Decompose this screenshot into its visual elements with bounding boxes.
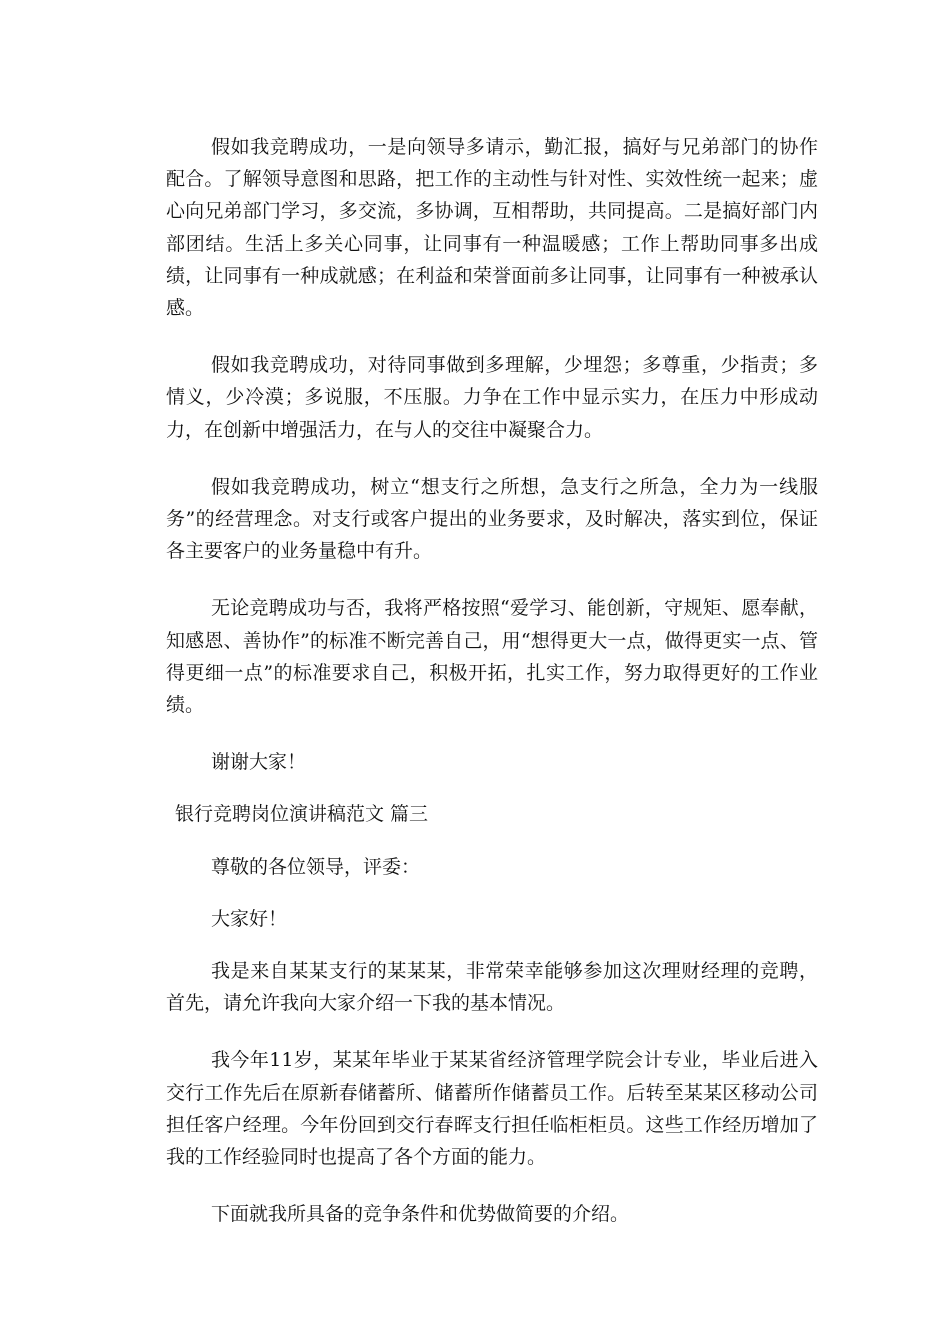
paragraph-intro: 我是来自某某支行的某某某，非常荣幸能够参加这次理财经理的竞聘，首先，请允许我向大家介绍一下我的基本情况。: [166, 960, 818, 1015]
section-heading: 银行竞聘岗位演讲稿范文 篇三: [175, 803, 429, 826]
paragraph-2: 假如我竞聘成功，对待同事做到多理解，少埋怨；多尊重，少指责；多情义，少冷漠；多说服，不压服。力争在工作中显示实力，在压力中形成动力，在创新中增强活力，在与人的交往中凝聚合力。: [166, 354, 818, 441]
greeting: 大家好！: [211, 907, 288, 930]
salutation: 尊敬的各位领导，评委：: [211, 855, 421, 878]
paragraph-1: 假如我竞聘成功，一是向领导多请示，勤汇报，搞好与兄弟部门的协作配合。了解领导意图和思路，把工作的主动性与针对性、实效性统一起来；虚心向兄弟部门学习，多交流，多协调，互相帮助，共同提高。二是搞好部门内部团结。生活上多关心同事，让同事有一种温暖感；工作上帮助同事多出成绩，让同事有一种成就感；在利益和荣誉面前多让同事，让同事有一种被承认感。: [166, 136, 818, 320]
paragraph-3: 假如我竞聘成功，树立“想支行之所想，急支行之所急，全力为一线服务”的经营理念。对支行或客户提出的业务要求，及时解决，落实到位，保证各主要客户的业务量稳中有升。: [166, 475, 818, 563]
paragraph-conditions: 下面就我所具备的竞争条件和优势做简要的介绍。: [211, 1203, 630, 1226]
paragraph-4: 无论竞聘成功与否，我将严格按照“爱学习、能创新，守规矩、愿奉献，知感恩、善协作”的标准不断完善自己，用“想得更大一点，做得更实一点、管得更细一点”的标准要求自己，积极开拓，扎实工作，努力取得更好的工作业绩。: [166, 597, 818, 717]
document-page: [166, 131, 818, 1255]
paragraph-background: 我今年11岁，某某年毕业于某某省经济管理学院会计专业，毕业后进入交行工作先后在原新春储蓄所、储蓄所作储蓄员工作。后转至某某区移动公司担任客户经理。今年份回到交行春晖支行担任临柜柜员。这些工作经历增加了我的工作经验同时也提高了各个方面的能力。: [166, 1049, 818, 1169]
thanks-line: 谢谢大家！: [211, 751, 307, 774]
